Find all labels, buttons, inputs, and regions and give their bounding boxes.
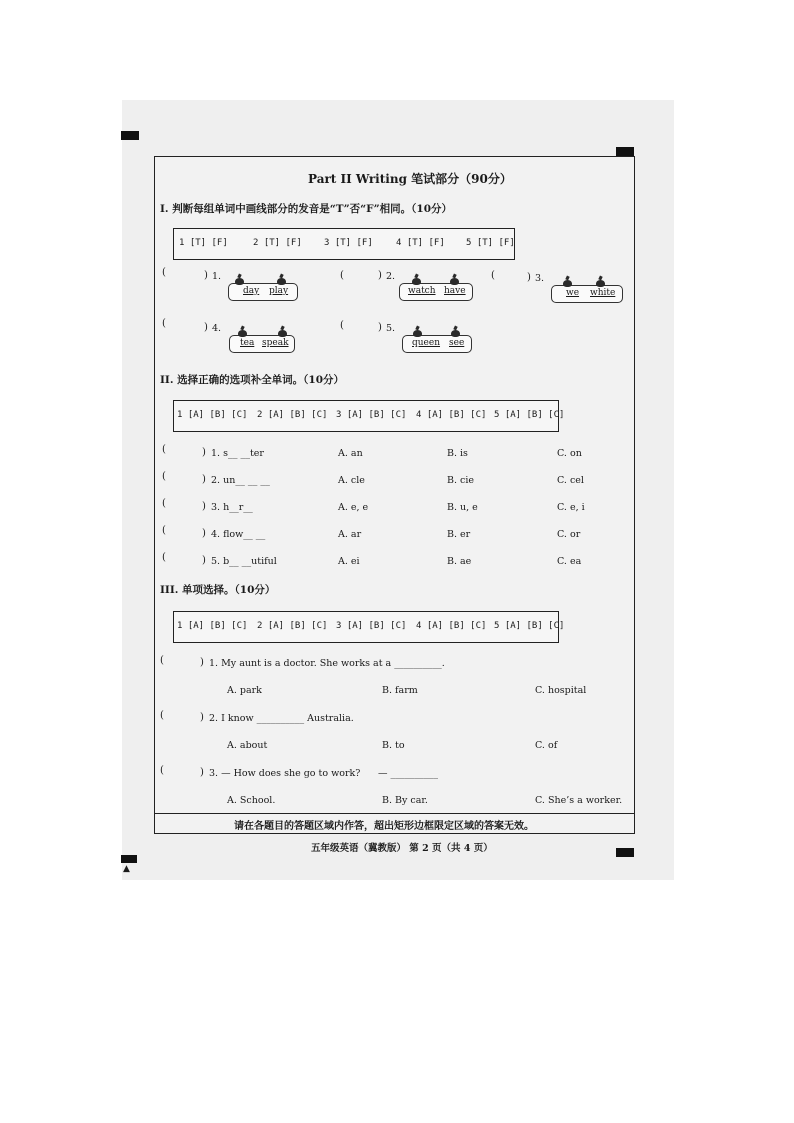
apple-icon [278, 330, 287, 337]
answer-paren-open: ( [340, 320, 344, 331]
registration-mark-top-left [121, 131, 139, 140]
apple-icon [596, 280, 605, 287]
sheet-item: 4 [A] [B] [C] [416, 621, 487, 631]
word-card [228, 283, 298, 301]
option-b: B. u, e [447, 502, 478, 513]
sheet-item: 2 [A] [B] [C] [257, 621, 328, 631]
word-card [551, 285, 623, 303]
option-a: A. e, e [338, 502, 369, 513]
apple-icon [450, 278, 459, 285]
sheet-item: 3 [A] [B] [C] [336, 621, 407, 631]
sheet-item: 3 [T] [F] [324, 238, 373, 248]
option-c: C. cel [557, 475, 584, 486]
answer-paren-open: ( [160, 655, 164, 666]
question-text: 3. — How does she go to work? [209, 768, 361, 779]
item-number: 3. [535, 273, 545, 284]
section3-answer-sheet [173, 611, 565, 643]
answer-paren-close: ) [378, 322, 382, 333]
answer-paren-close: ) [200, 657, 204, 668]
answer-paren-open: ( [491, 270, 495, 281]
option-b: B. is [447, 448, 468, 459]
notice-divider [154, 813, 635, 814]
question-text: 1. s__ __ter [211, 448, 264, 459]
question-text: 1. My aunt is a doctor. She works at a __________. [209, 658, 445, 669]
apple-icon [563, 280, 572, 287]
option-c: C. hospital [535, 685, 587, 696]
item-number: 4. [212, 323, 222, 334]
option-a: A. cle [338, 475, 365, 486]
answer-paren-open: ( [162, 444, 166, 455]
answer-paren-close: ) [202, 501, 206, 512]
option-c: C. ea [557, 556, 582, 567]
answer-paren-close: ) [204, 270, 208, 281]
option-a: A. School. [227, 795, 276, 806]
option-c: C. or [557, 529, 581, 540]
option-c: C. on [557, 448, 582, 459]
answer-paren-close: ) [202, 555, 206, 566]
answer-paren-open: ( [162, 498, 166, 509]
sheet-item: 2 [A] [B] [C] [257, 410, 328, 420]
option-c: C. of [535, 740, 558, 751]
option-a: A. an [338, 448, 363, 459]
answer-paren-open: ( [162, 525, 166, 536]
word: play [269, 286, 289, 296]
question-answer-blank: — __________ [378, 768, 439, 779]
item-number: 1. [212, 271, 222, 282]
answer-paren-open: ( [160, 765, 164, 776]
answer-paren-close: ) [200, 712, 204, 723]
word: watch [408, 286, 436, 296]
sheet-item: 5 [A] [B] [C] [494, 621, 565, 631]
option-b: B. farm [382, 685, 418, 696]
page-footer: 五年级英语（冀教版） 第 2 页（共 4 页） [311, 843, 493, 854]
option-a: A. about [227, 740, 268, 751]
word: tea [240, 338, 255, 348]
registration-mark-bottom-right [616, 848, 634, 857]
answer-paren-open: ( [162, 471, 166, 482]
word-card [229, 335, 295, 353]
sheet-item: 4 [A] [B] [C] [416, 410, 487, 420]
sheet-item: 5 [A] [B] [C] [494, 410, 565, 420]
sheet-item: 4 [T] [F] [396, 238, 445, 248]
sheet-item: 1 [A] [B] [C] [177, 410, 248, 420]
question-text: 2. un__ __ __ [211, 475, 270, 486]
question-text: 5. b__ __utiful [211, 556, 277, 567]
item-number: 5. [386, 323, 396, 334]
word: see [449, 338, 465, 348]
apple-icon [451, 330, 460, 337]
page-title: Part II Writing 笔试部分（90分） [308, 172, 512, 186]
apple-icon [235, 278, 244, 285]
option-b: B. cie [447, 475, 475, 486]
triangle-icon: ▲ [123, 864, 130, 874]
word: speak [262, 338, 289, 348]
registration-mark-top-right [616, 147, 634, 156]
answer-paren-open: ( [340, 270, 344, 281]
sheet-item: 1 [T] [F] [179, 238, 228, 248]
option-a: A. ei [338, 556, 360, 567]
sheet-item: 2 [T] [F] [253, 238, 302, 248]
section1-heading: I. 判断每组单词中画线部分的发音是“T”否“F”相同。（10分） [160, 203, 453, 215]
answer-paren-close: ) [378, 270, 382, 281]
answer-paren-close: ) [202, 447, 206, 458]
word: queen [412, 338, 441, 348]
question-text: 3. h__r__ [211, 502, 253, 513]
word: white [590, 288, 616, 298]
option-c: C. She’s a worker. [535, 795, 623, 806]
word: have [444, 286, 466, 296]
apple-icon [277, 278, 286, 285]
word-card [399, 283, 473, 301]
question-text: 4. flow__ __ [211, 529, 266, 540]
option-b: B. to [382, 740, 405, 751]
section2-answer-sheet [173, 400, 565, 432]
section3-heading: III. 单项选择。（10分） [160, 584, 276, 596]
option-b: B. er [447, 529, 471, 540]
section2-heading: II. 选择正确的选项补全单词。（10分） [160, 374, 344, 386]
section1-answer-sheet [173, 228, 515, 260]
registration-mark-bottom-left [121, 855, 137, 863]
answer-paren-close: ) [204, 322, 208, 333]
word-card [402, 335, 472, 353]
item-number: 2. [386, 271, 396, 282]
option-a: A. ar [338, 529, 362, 540]
answer-paren-close: ) [200, 767, 204, 778]
sheet-item: 3 [A] [B] [C] [336, 410, 407, 420]
apple-icon [412, 278, 421, 285]
answer-paren-close: ) [202, 528, 206, 539]
answer-paren-open: ( [162, 267, 166, 278]
answer-area-notice: 请在各题目的答题区域内作答，超出矩形边框限定区域的答案无效。 [234, 821, 534, 832]
question-text: 2. I know __________ Australia. [209, 713, 354, 724]
option-b: B. By car. [382, 795, 428, 806]
sheet-item: 1 [A] [B] [C] [177, 621, 248, 631]
answer-paren-close: ) [202, 474, 206, 485]
option-b: B. ae [447, 556, 472, 567]
answer-paren-open: ( [162, 318, 166, 329]
sheet-item: 5 [T] [F] [466, 238, 515, 248]
option-a: A. park [227, 685, 262, 696]
apple-icon [413, 330, 422, 337]
word: day [243, 286, 260, 296]
word: we [566, 288, 580, 298]
answer-paren-open: ( [160, 710, 164, 721]
apple-icon [238, 330, 247, 337]
option-c: C. e, i [557, 502, 585, 513]
answer-paren-close: ) [527, 272, 531, 283]
answer-paren-open: ( [162, 552, 166, 563]
